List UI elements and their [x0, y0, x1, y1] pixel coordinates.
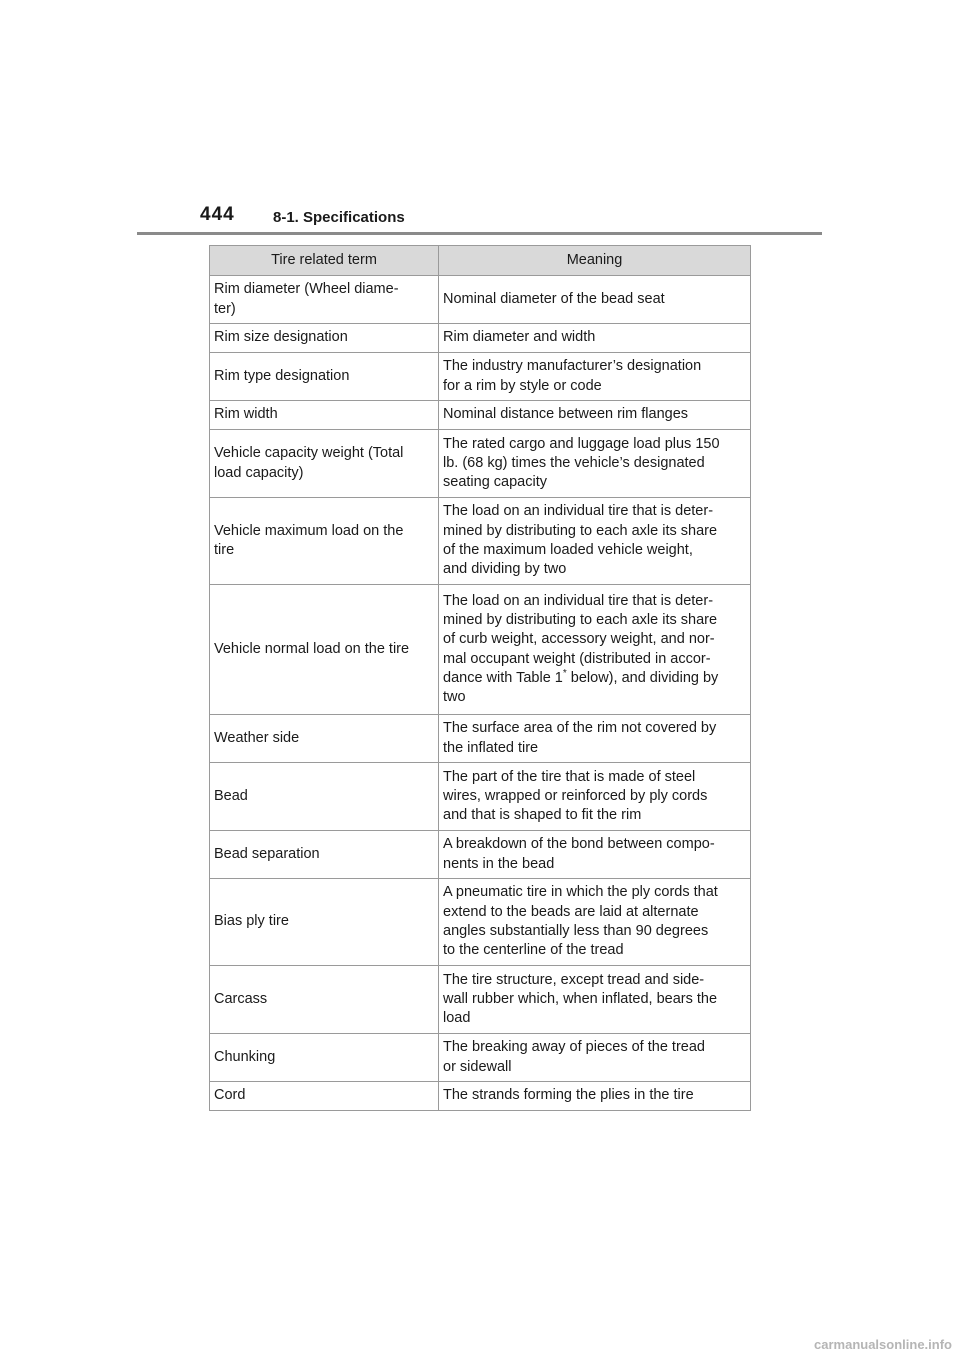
page-header: [200, 200, 822, 230]
meaning-text: The part of the tire that is made of steel wires, wrapped or reinforced by ply cords and that is shaped to fit the rim: [443, 768, 708, 824]
term-cell: [210, 498, 439, 585]
meaning-cell: [439, 585, 751, 715]
table-row: [210, 763, 751, 831]
term-text: Vehicle maximum load on the tire: [214, 522, 404, 558]
footnote-marker: *: [562, 667, 567, 679]
term-text: Bias ply tire: [214, 913, 289, 930]
meaning-cell: [439, 276, 751, 324]
term-text: Bead separation: [214, 845, 320, 862]
table-row: [210, 1082, 751, 1111]
column-header-term: Tire related term: [210, 246, 439, 276]
term-cell: [210, 585, 439, 715]
term-text: Weather side: [214, 729, 300, 746]
table-row: [210, 831, 751, 879]
meaning-cell: [439, 353, 751, 401]
meaning-text: A breakdown of the bond between compo- nents in the bead: [443, 836, 715, 872]
term-text: Carcass: [214, 990, 268, 1007]
term-text: Rim type designation: [214, 367, 350, 384]
meaning-cell: [439, 498, 751, 585]
column-header-meaning: Meaning: [439, 246, 751, 276]
term-cell: [210, 401, 439, 430]
meaning-text: The breaking away of pieces of the tread or sidewall: [443, 1039, 705, 1075]
meaning-text: The rated cargo and luggage load plus 150 lb. (68 kg) times the vehicle’s designated seating capacity: [443, 435, 720, 491]
meaning-text: The load on an individual tire that is deter- mined by distributing to each axle its share of curb weight, accessory weight, and nor- mal occupant weight (distributed in accor- dance with Table 1: [443, 592, 718, 686]
meaning-cell: [439, 1082, 751, 1111]
meaning-cell: [439, 831, 751, 879]
term-cell: [210, 763, 439, 831]
term-cell: [210, 831, 439, 879]
term-text: Vehicle capacity weight (Total load capacity): [214, 445, 404, 481]
meaning-cell: [439, 401, 751, 430]
table-body: [210, 276, 751, 1111]
term-text: Vehicle normal load on the tire: [214, 640, 410, 657]
term-text: Rim width: [214, 406, 278, 423]
term-cell: [210, 1082, 439, 1111]
meaning-text: The industry manufacturer’s designation for a rim by style or code: [443, 358, 702, 394]
term-text: Bead: [214, 787, 248, 804]
term-cell: [210, 1034, 439, 1082]
meaning-text: A pneumatic tire in which the ply cords that extend to the beads are laid at alternate angles substantially less than 90 degrees to the centerline of the tread: [443, 884, 718, 959]
table-row: [210, 401, 751, 430]
term-cell: [210, 276, 439, 324]
term-cell: [210, 715, 439, 763]
header-divider: [137, 232, 822, 235]
meaning-text: Rim diameter and width: [443, 329, 596, 346]
meaning-cell: [439, 763, 751, 831]
section-title: 8-1. Specifications: [273, 209, 405, 226]
tire-terms-table: [209, 245, 751, 1111]
meaning-cell: [439, 879, 751, 966]
meaning-text: The strands forming the plies in the tire: [443, 1087, 694, 1104]
meaning-text: The load on an individual tire that is deter- mined by distributing to each axle its share of the maximum loaded vehicle weight, and dividing by two: [443, 503, 718, 578]
term-cell: [210, 966, 439, 1034]
meaning-text: Nominal diameter of the bead seat: [443, 290, 665, 307]
meaning-text: The surface area of the rim not covered by the inflated tire: [443, 720, 717, 756]
term-text: Rim diameter (Wheel diame- ter): [214, 281, 399, 317]
table-row: [210, 430, 751, 498]
term-cell: [210, 430, 439, 498]
term-cell: [210, 353, 439, 401]
table-row: [210, 715, 751, 763]
table-header-row: [210, 246, 751, 276]
term-text: Chunking: [214, 1048, 276, 1065]
table-row: [210, 585, 751, 715]
table-row: [210, 1034, 751, 1082]
table-row: [210, 966, 751, 1034]
table-row: [210, 498, 751, 585]
meaning-cell: [439, 1034, 751, 1082]
term-cell: [210, 879, 439, 966]
meaning-cell: [439, 430, 751, 498]
term-text: Cord: [214, 1087, 246, 1104]
page-number: 444: [200, 204, 235, 225]
table-row: [210, 879, 751, 966]
term-cell: [210, 324, 439, 353]
meaning-text: The tire structure, except tread and side- wall rubber which, when inflated, bears the load: [443, 971, 718, 1027]
meaning-text: below), and dividing by two: [443, 669, 719, 706]
meaning-cell: [439, 324, 751, 353]
table-row: [210, 353, 751, 401]
table-row: [210, 324, 751, 353]
meaning-cell: [439, 966, 751, 1034]
term-text: Rim size designation: [214, 329, 348, 346]
watermark: carmanualsonline.info: [814, 1337, 952, 1352]
table-row: [210, 276, 751, 324]
meaning-cell: [439, 715, 751, 763]
meaning-text: Nominal distance between rim flanges: [443, 406, 689, 423]
